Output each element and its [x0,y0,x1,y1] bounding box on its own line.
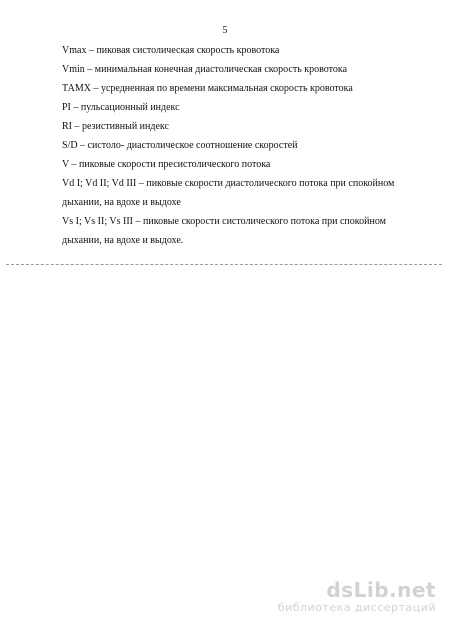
watermark-subtitle: библиотека диссертаций [277,601,436,614]
abbreviation-vd: Vd I; Vd II; Vd III – пиковые скорости диастолического потока при спокойном дыхании, на вдохе и выдохе [62,178,395,208]
abbreviation-v: V – пиковые скорости пресистолического потока [62,159,271,170]
section-divider [6,264,442,265]
abbreviation-list [62,41,412,250]
watermark-logo: dsLib.net [326,578,436,602]
abbreviation-vs: Vs I; Vs II; Vs III – пиковые скорости систолического потока при спокойном дыхании, на вдохе и выдохе. [62,216,386,246]
abbreviation-sd: S/D – систоло- диастолическое соотношение скоростей [62,140,298,151]
abbreviation-vmax: Vmax – пиковая систолическая скорость кровотока [62,45,280,56]
abbreviation-ri: RI – резистивный индекс [62,121,169,132]
abbreviation-vmin: Vmin – минимальная конечная диастолическая скорость кровотока [62,64,348,75]
abbreviation-pi: PI – пульсационный индекс [62,102,180,113]
abbreviation-tamx: ТАМХ – усредненная по времени максимальная скорость кровотока [62,83,353,94]
watermark [278,579,436,615]
page-number: 5 [222,25,228,36]
